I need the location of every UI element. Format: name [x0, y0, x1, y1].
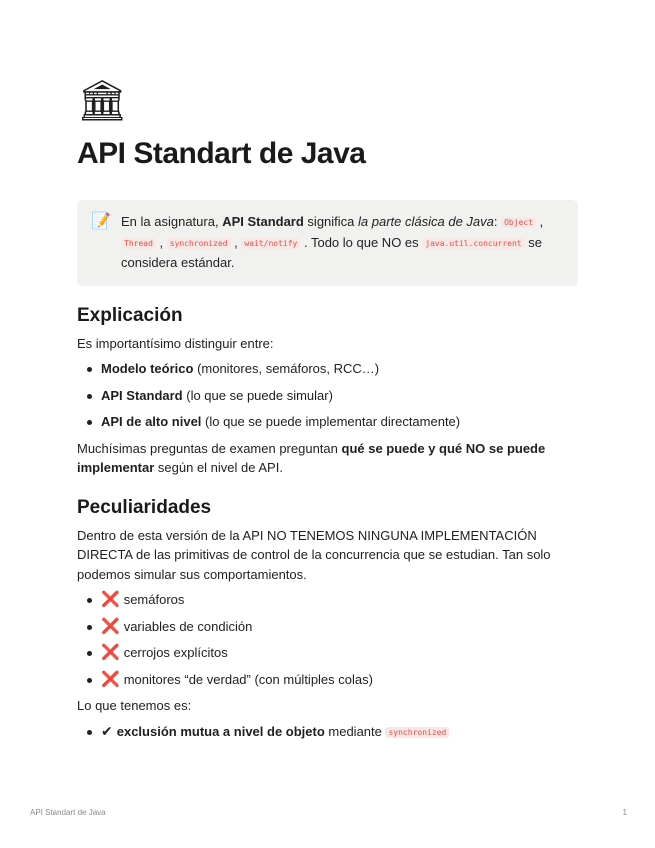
item-bold: API Standard	[101, 387, 183, 403]
page-content	[77, 78, 578, 749]
classical-building-icon: 🏛	[77, 79, 128, 123]
item-text: (lo que se puede implementar directamente)	[201, 414, 461, 429]
list-item	[101, 722, 578, 743]
callout-text-part: se considera estándar.	[121, 234, 542, 270]
list-item	[101, 643, 578, 663]
cross-mark-icon: ❌	[101, 670, 120, 688]
item-bold: Modelo teórico	[101, 361, 194, 376]
item-text: (monitores, semáforos, RCC…)	[193, 361, 380, 376]
code-synchronized: synchronized	[167, 238, 231, 249]
list-item	[101, 359, 578, 379]
levels-list	[77, 359, 578, 432]
footer-page-number: 1	[622, 808, 627, 817]
list-item	[101, 386, 578, 406]
have-list	[77, 722, 578, 743]
list-item	[101, 590, 578, 610]
code-wait-notify: wait/notify	[241, 238, 300, 249]
item-bold: API de alto nivel	[101, 414, 202, 429]
note-text: según el nivel de API.	[154, 460, 283, 475]
callout-text-part: ,	[536, 214, 544, 229]
callout-box	[77, 200, 578, 286]
callout-text-part: En la asignatura,	[121, 214, 223, 229]
explicacion-intro: Es importantísimo distinguir entre:	[77, 335, 274, 351]
callout-text-part: . Todo lo que NO es	[300, 234, 423, 250]
explicacion-note	[77, 439, 578, 478]
callout-text	[121, 212, 562, 273]
list-item	[101, 617, 578, 637]
code-thread: Thread	[121, 238, 156, 249]
memo-icon: 📝	[91, 213, 111, 230]
page-footer	[30, 808, 627, 817]
item-text: cerrojos explícitos	[123, 645, 228, 660]
peculiaridades-intro: Dentro de esta versión de la API NO TENEMOS NINGUNA IMPLEMENTACIÓN DIRECTA de las primitivas de control de la concurrencia que se estudian. Tan solo podemos simular sus comportamientos.	[77, 527, 551, 582]
code-object: Object	[501, 217, 536, 228]
callout-bold-api-standard: API Standard	[222, 214, 304, 229]
heading-explicacion: Explicación	[77, 304, 183, 326]
item-text: (lo que se puede simular)	[182, 387, 333, 403]
footer-title: API Standart de Java	[30, 808, 106, 817]
missing-list	[77, 590, 578, 689]
list-item	[101, 670, 578, 690]
code-synchronized: synchronized	[385, 727, 449, 738]
have-intro: Lo que tenemos es:	[77, 698, 192, 713]
heading-peculiaridades: Peculiaridades	[77, 496, 212, 518]
item-text: mediante	[324, 723, 386, 739]
note-text: Muchísimas preguntas de examen preguntan	[77, 440, 342, 456]
code-java-util-concurrent: java.util.concurrent	[422, 238, 524, 249]
list-item	[101, 412, 578, 432]
item-bold: exclusión mutua a nivel de objeto	[116, 723, 325, 739]
callout-text-part: ,	[155, 234, 167, 250]
cross-mark-icon: ❌	[101, 591, 120, 608]
cross-mark-icon: ❌	[101, 644, 120, 661]
item-text: variables de condición	[123, 618, 253, 634]
item-text: semáforos	[123, 592, 185, 607]
cross-mark-icon: ❌	[101, 617, 120, 635]
check-mark-icon: ✔	[101, 722, 113, 739]
callout-text-part: significa	[303, 214, 359, 229]
callout-text-part: :	[493, 214, 502, 229]
page-title: API Standart de Java	[77, 137, 366, 170]
callout-text-part: ,	[230, 234, 242, 250]
item-text: monitores “de verdad” (con múltiples colas)	[123, 671, 373, 687]
callout-italic: la parte clásica de Java	[358, 214, 494, 229]
note-bold: qué se puede y qué NO se puede implementar	[77, 440, 546, 475]
